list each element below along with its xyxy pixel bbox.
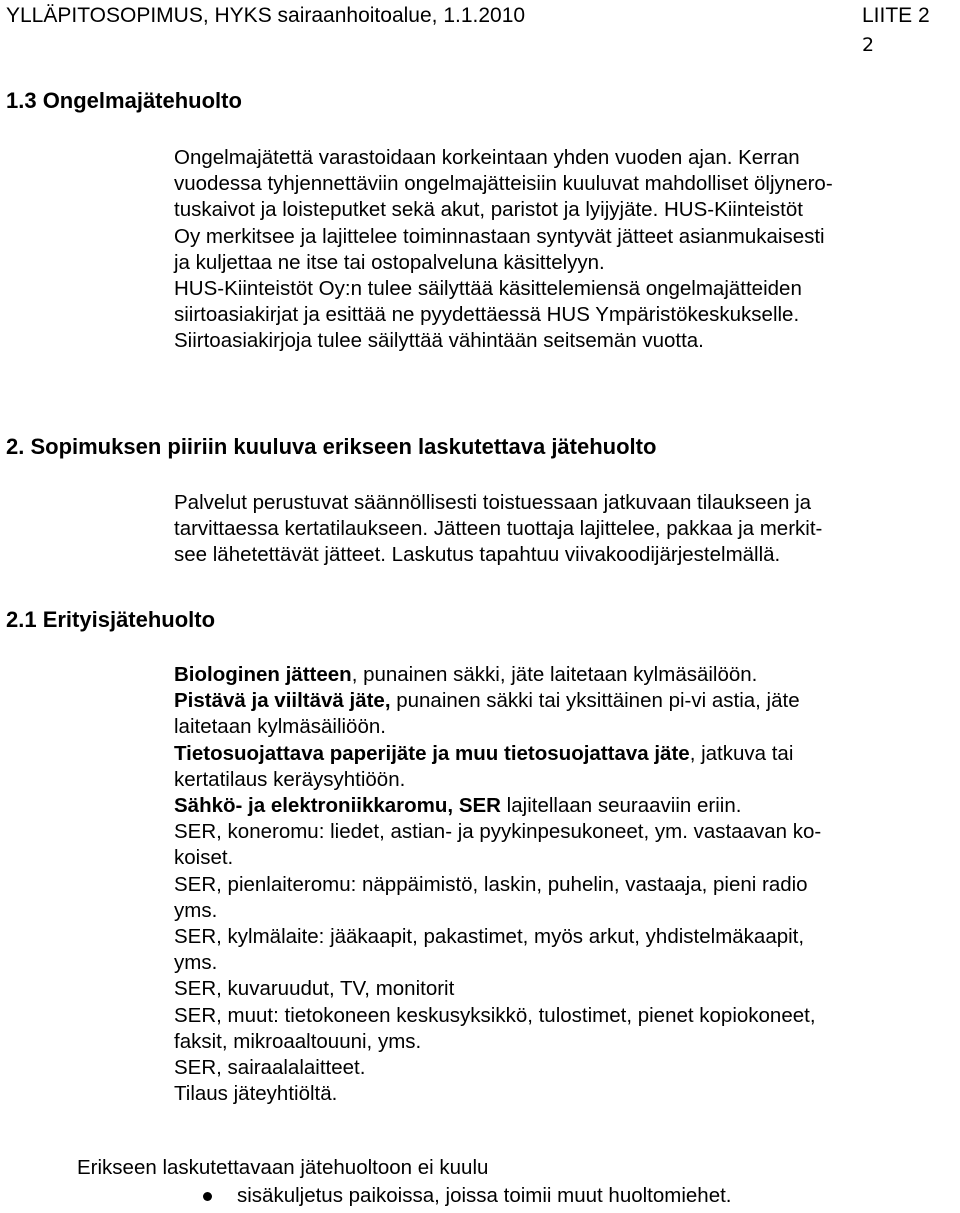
text-line: see lähetettävät jätteet. Laskutus tapahtuu viivakoodijärjestelmällä.: [174, 543, 781, 567]
item-text: lajitellaan seuraaviin eriin.: [500, 794, 742, 818]
section-heading-1-3: 1.3 Ongelmajätehuolto: [6, 88, 242, 113]
text-line: ja kuljettaa ne itse tai ostopalveluna käsittelyyn.: [174, 250, 605, 274]
item-text: SER, pienlaiteromu: näppäimistö, laskin, puhelin, vastaaja, pieni radio: [174, 872, 808, 896]
list-item: [174, 976, 954, 1002]
item-text: punainen säkki tai yksittäinen pi-vi astia, jäte: [390, 689, 800, 713]
item-text: yms.: [174, 898, 218, 922]
section-1-3-paragraph: [174, 145, 954, 355]
list-item: [174, 1081, 954, 1107]
list-item: [174, 1003, 954, 1029]
text-line: vuodessa tyhjennettäviin ongelmajätteisiin kuuluvat mahdolliset öljynero-: [174, 172, 833, 196]
header-appendix: LIITE 2: [862, 4, 930, 27]
list-item: [174, 872, 954, 898]
list-item: [174, 924, 954, 950]
list-item: [174, 767, 954, 793]
list-item: [174, 741, 954, 767]
bullet-icon: [203, 1192, 212, 1201]
item-text: SER, kuvaruudut, TV, monitorit: [174, 977, 455, 1001]
item-text: , punainen säkki, jäte laitetaan kylmäsäilöön.: [351, 663, 758, 686]
list-item: [174, 793, 954, 819]
list-item: [174, 950, 954, 976]
header-title: YLLÄPITOSOPIMUS, HYKS sairaanhoitoalue, 1.1.2010: [6, 4, 526, 27]
text-line: Oy merkitsee ja lajittelee toiminnastaan syntyvät jätteet asianmukaisesti: [174, 224, 825, 248]
list-item: [174, 845, 954, 871]
list-item: [174, 1029, 954, 1055]
list-item: [174, 714, 954, 740]
page-number: 2: [862, 34, 875, 56]
item-text: SER, kylmälaite: jääkaapit, pakastimet, myös arkut, yhdistelmäkaapit,: [174, 925, 805, 949]
text-line: tuskaivot ja loisteputket sekä akut, paristot ja lyijyjäte. HUS-Kiinteistöt: [174, 198, 803, 222]
item-text: kertatilaus keräysyhtiöön.: [174, 767, 406, 791]
section-heading-2: 2. Sopimuksen piiriin kuuluva erikseen laskutettava jätehuolto: [6, 434, 657, 459]
item-bold: Tietosuojattava paperijäte ja muu tietosuojattava jäte: [174, 741, 690, 765]
exclusion-text: Erikseen laskutettavaan jätehuoltoon ei kuulu: [77, 1156, 489, 1179]
text-line: siirtoasiakirjat ja esittää ne pyydettäessä HUS Ympäristökeskukselle.: [174, 303, 800, 327]
text-line: Siirtoasiakirjoja tulee säilyttää vähintään seitsemän vuotta.: [174, 329, 704, 353]
item-text: koiset.: [174, 846, 234, 870]
item-text: SER, muut: tietokoneen keskusyksikkö, tulostimet, pienet kopiokoneet,: [174, 1003, 816, 1027]
text-line: Palvelut perustuvat säännöllisesti toistuessaan jatkuvaan tilaukseen ja: [174, 491, 812, 514]
list-item: [174, 1055, 954, 1081]
item-text: yms.: [174, 951, 218, 975]
text-line: HUS-Kiinteistöt Oy:n tulee säilyttää käsittelemiensä ongelmajätteiden: [174, 277, 802, 301]
text-line: Ongelmajätettä varastoidaan korkeintaan yhden vuoden ajan. Kerran: [174, 146, 800, 169]
item-bold: Biologinen jätteen: [174, 663, 352, 686]
list-item: [174, 688, 954, 714]
section-heading-2-1: 2.1 Erityisjätehuolto: [6, 607, 216, 632]
exclusion-bullet-item: sisäkuljetus paikoissa, joissa toimii muut huoltomiehet.: [237, 1184, 732, 1207]
item-text: faksit, mikroaaltouuni, yms.: [174, 1029, 422, 1053]
item-text: Tilaus jäteyhtiöltä.: [174, 1082, 338, 1106]
list-item: [174, 898, 954, 924]
section-2-paragraph: [174, 490, 954, 569]
item-text: laitetaan kylmäsäiliöön.: [174, 715, 386, 739]
text-line: tarvittaessa kertatilaukseen. Jätteen tuottaja lajittelee, pakkaa ja merkit-: [174, 517, 823, 541]
list-item: [174, 819, 954, 845]
item-text: SER, koneromu: liedet, astian- ja pyykinpesukoneet, ym. vastaavan ko-: [174, 820, 822, 844]
waste-categories-list: [174, 662, 954, 1107]
item-text: SER, sairaalalaitteet.: [174, 1056, 366, 1080]
item-bold: Pistävä ja viiltävä jäte,: [174, 689, 391, 713]
list-item: [174, 662, 954, 688]
item-bold: Sähkö- ja elektroniikkaromu, SER: [174, 794, 501, 818]
item-text: , jatkuva tai: [689, 741, 794, 765]
